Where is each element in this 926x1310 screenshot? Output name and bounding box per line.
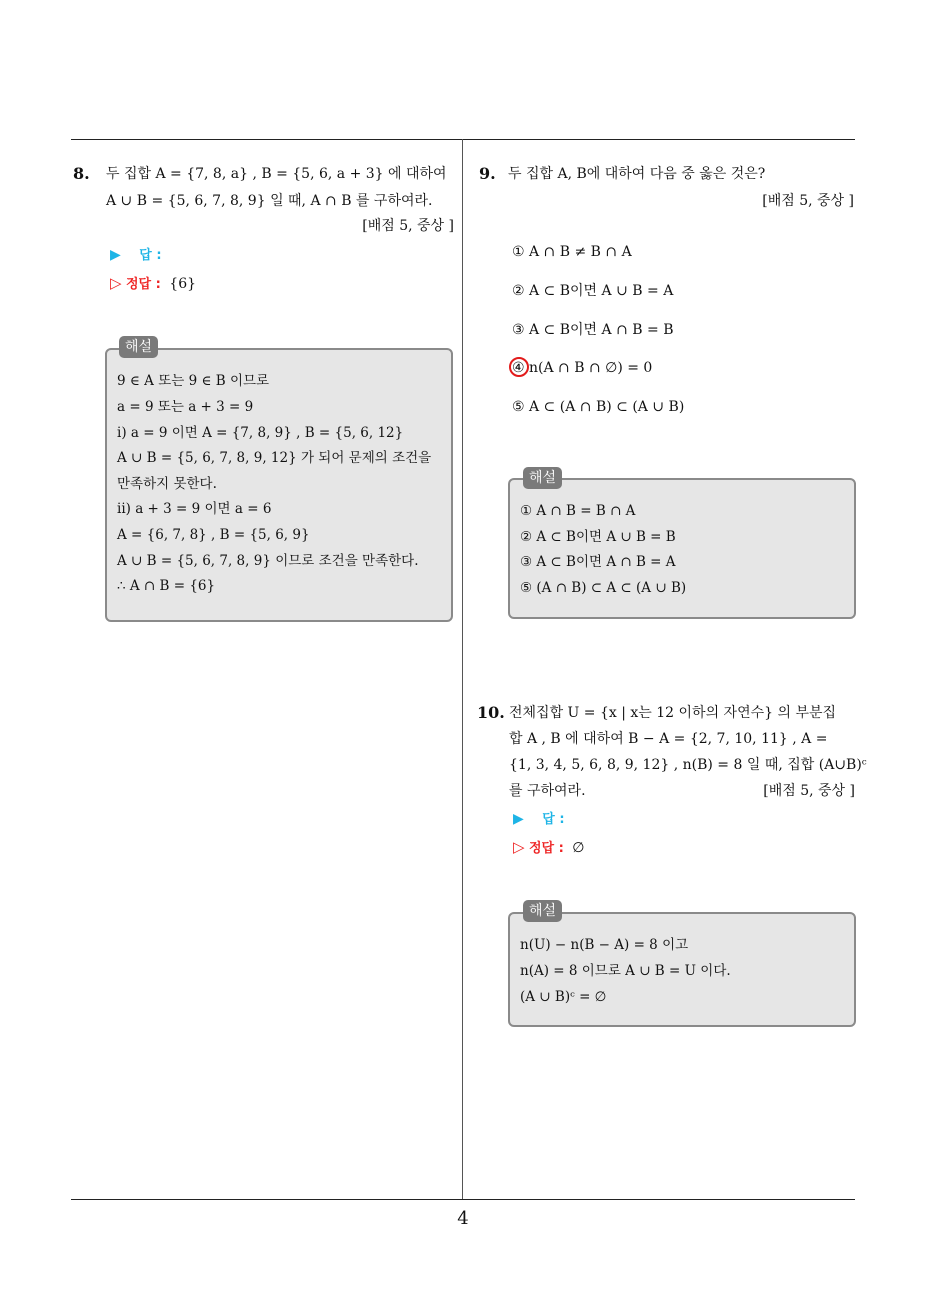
solution-line: n(U) − n(B − A) = 8 이고 [520, 937, 689, 953]
solution-tag: 해설 [523, 467, 562, 489]
top-rule [71, 139, 855, 140]
correct-answer-label: 정답 : [126, 277, 161, 292]
bottom-rule [71, 1199, 855, 1200]
question-text-line-1: 두 집합 A = {7, 8, a} , B = {5, 6, a + 3} 에 대하여 [106, 166, 447, 182]
solution-box [508, 912, 856, 1027]
answer-row [110, 245, 162, 266]
solution-line: ∴ A ∩ B = {6} [117, 578, 216, 594]
solution-line: 만족하지 못한다. [117, 476, 217, 492]
question-text-line-4: 를 구하여라. [509, 783, 586, 799]
solution-line: A ∪ B = {5, 6, 7, 8, 9, 12} 가 되어 문제의 조건을 [117, 450, 432, 466]
option-3[interactable]: ③ A ⊂ B이면 A ∩ B = B [512, 322, 674, 338]
solution-line: a = 9 또는 a + 3 = 9 [117, 399, 254, 415]
option-2[interactable]: ② A ⊂ B이면 A ∪ B = A [512, 283, 674, 299]
solution-line: ① A ∩ B = B ∩ A [520, 503, 636, 519]
option-5[interactable]: ⑤ A ⊂ (A ∩ B) ⊂ (A ∪ B) [512, 399, 685, 415]
option-1[interactable]: ① A ∩ B ≠ B ∩ A [512, 244, 632, 260]
solution-tag: 해설 [119, 336, 158, 358]
points-label: [배점 5, 중상 ] [362, 218, 454, 234]
solution-line: ii) a + 3 = 9 이면 a = 6 [117, 501, 272, 517]
solution-line: i) a = 9 이면 A = {7, 8, 9} , B = {5, 6, 12} [117, 425, 404, 441]
answer-arrow-icon: ▶ [110, 247, 121, 263]
correct-arrow-icon: ▷ [513, 838, 525, 856]
question-text-line-1: 전체집합 U = {x | x는 12 이하의 자연수} 의 부분집 [509, 705, 837, 721]
option-4[interactable]: ④ n(A ∩ B ∩ ∅) = 0 [512, 360, 653, 376]
solution-tag: 해설 [523, 900, 562, 922]
solution-line: 9 ∈ A 또는 9 ∈ B 이므로 [117, 373, 270, 389]
solution-line: ③ A ⊂ B이면 A ∩ B = A [520, 554, 676, 570]
question-text-line-2: A ∪ B = {5, 6, 7, 8, 9} 일 때, A ∩ B 를 구하여라. [106, 193, 433, 209]
solution-line: ② A ⊂ B이면 A ∪ B = B [520, 529, 676, 545]
question-number: 8. [73, 164, 90, 183]
question-text-line-1: 두 집합 A, B에 대하여 다음 중 옳은 것은? [508, 166, 766, 182]
correct-answer-row [110, 273, 196, 295]
solution-line: (A ∪ B)ᶜ = ∅ [520, 989, 607, 1005]
correct-answer-label: 정답 : [529, 841, 564, 856]
answer-row [513, 809, 565, 830]
correct-answer-value: ∅ [572, 840, 585, 856]
correct-answer-row [513, 837, 585, 859]
solution-line: n(A) = 8 이므로 A ∪ B = U 이다. [520, 963, 731, 979]
answer-label: 답 : [542, 812, 565, 827]
question-text-line-2: 합 A , B 에 대하여 B − A = {2, 7, 10, 11} , A = [509, 731, 828, 747]
selected-answer-circle-icon [509, 357, 529, 377]
question-number: 10. [477, 703, 505, 722]
question-text-line-3: {1, 3, 4, 5, 6, 8, 9, 12} , n(B) = 8 일 때, 집합 (A∪B)ᶜ [509, 757, 867, 773]
solution-line: A ∪ B = {5, 6, 7, 8, 9} 이므로 조건을 만족한다. [117, 553, 419, 569]
column-divider [462, 139, 463, 1200]
correct-arrow-icon: ▷ [110, 274, 122, 292]
points-label: [배점 5, 중상 ] [763, 783, 855, 799]
correct-answer-value: {6} [169, 276, 197, 292]
answer-label: 답 : [139, 248, 162, 263]
answer-arrow-icon: ▶ [513, 811, 524, 827]
solution-box [105, 348, 453, 622]
points-label: [배점 5, 중상 ] [762, 193, 854, 209]
solution-line: ⑤ (A ∩ B) ⊂ A ⊂ (A ∪ B) [520, 580, 687, 596]
page-number: 4 [457, 1208, 469, 1229]
solution-box [508, 478, 856, 619]
question-number: 9. [479, 164, 496, 183]
solution-line: A = {6, 7, 8} , B = {5, 6, 9} [117, 527, 310, 543]
